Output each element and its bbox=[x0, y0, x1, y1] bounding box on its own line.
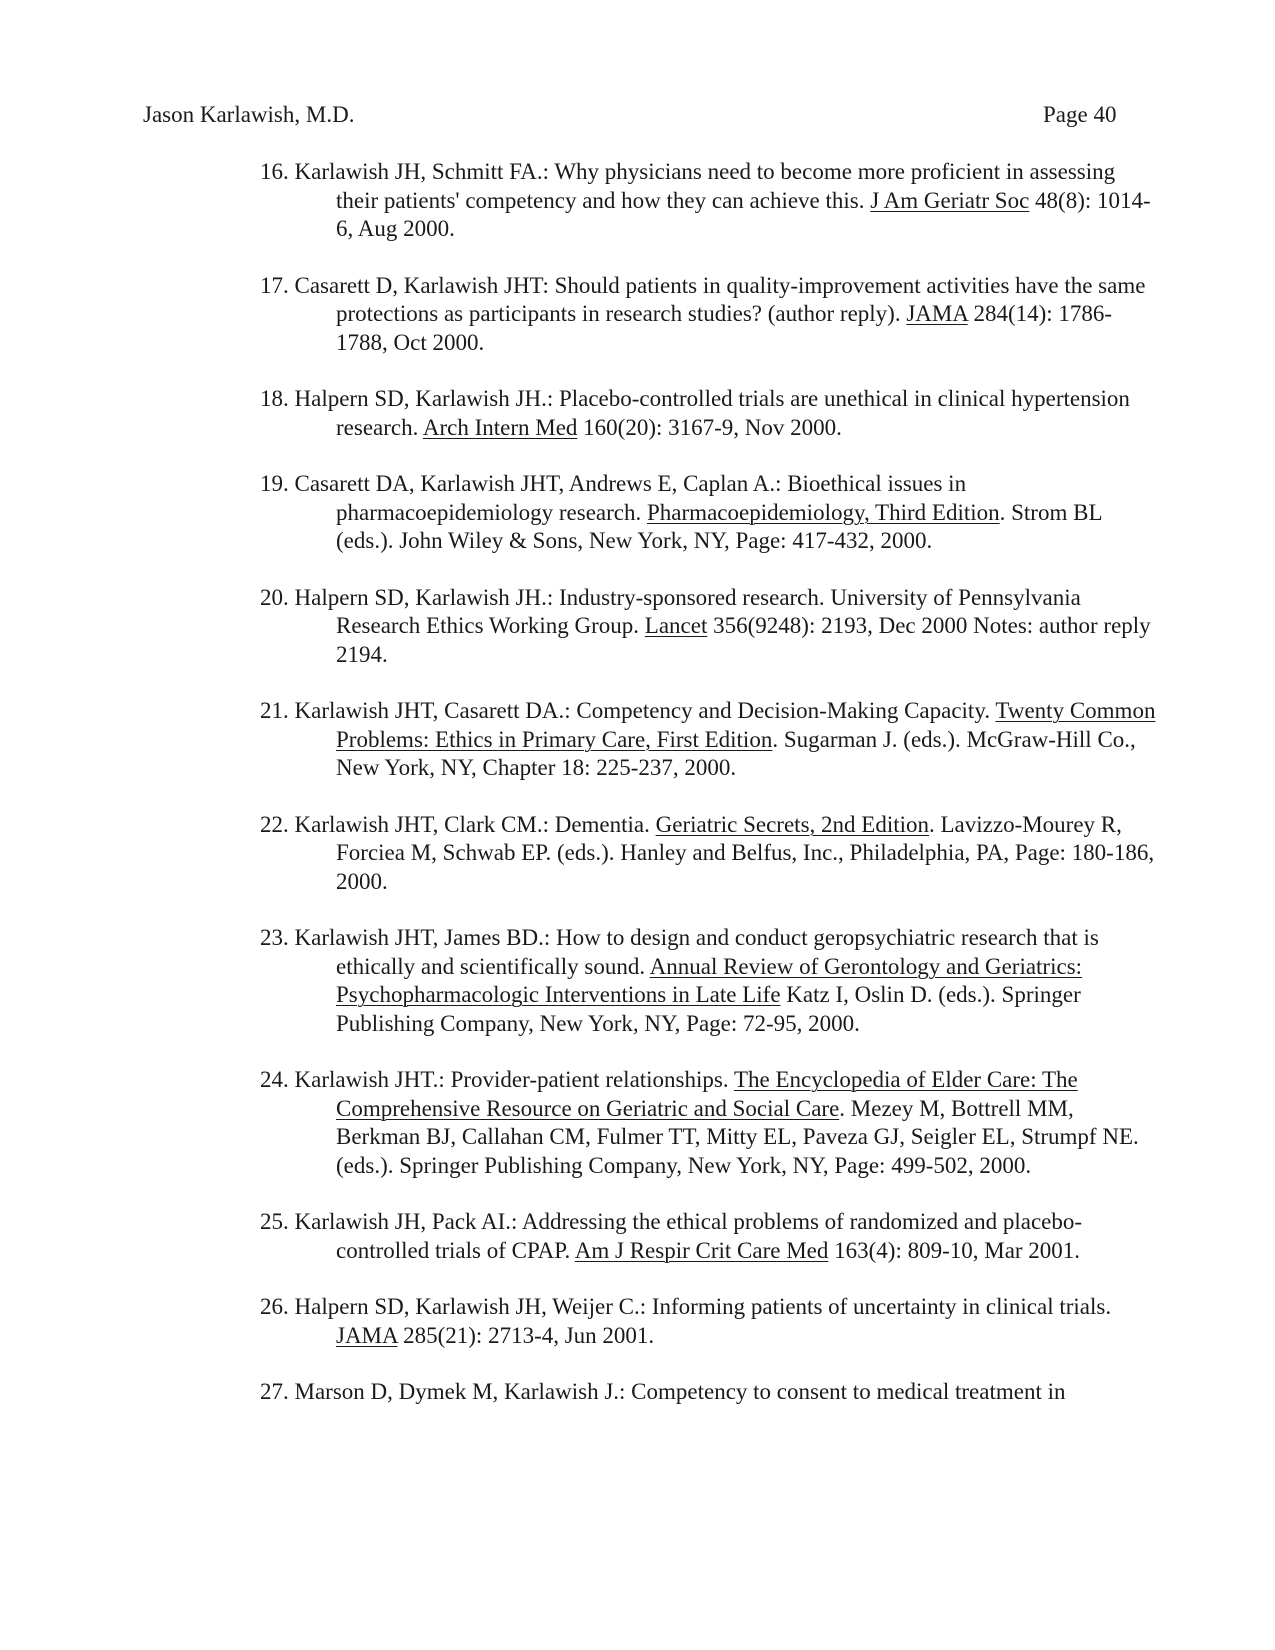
reference-number: 25. bbox=[260, 1209, 289, 1234]
reference-number: 22. bbox=[260, 811, 289, 837]
reference-item bbox=[260, 1293, 1160, 1350]
reference-details: . Strom BL (eds.). John Wiley & Sons, New York, NY, Page: 417-432, 2000. bbox=[336, 499, 1102, 553]
reference-text: Karlawish JHT.: Provider-patient relationships. bbox=[294, 1067, 729, 1092]
reference-details: 163(4): 809-10, Mar 2001. bbox=[834, 1237, 1081, 1263]
reference-text: Halpern SD, Karlawish JH, Weijer C.: Informing patients of uncertainty in clinical trials. bbox=[294, 1294, 1112, 1319]
reference-details: 285(21): 2713-4, Jun 2001. bbox=[403, 1322, 655, 1348]
reference-journal: The Encyclopedia of Elder Care: The Comprehensive Resource on Geriatric and Social Care bbox=[336, 1067, 1078, 1121]
author-name: Jason Karlawish, M.D. bbox=[143, 102, 355, 127]
reference-details: . Mezey M, Bottrell MM, Berkman BJ, Callahan CM, Fulmer TT, Mitty EL, Paveza GJ, Seigler EL, Strumpf NE. (eds.). Springer Publishing Company, New York, NY, Page: 499-502, 2000. bbox=[336, 1095, 1139, 1178]
reference-text: Karlawish JH, Schmitt FA.: Why physicians need to become more proficient in assessing their patients' competency and how they can achieve this. bbox=[294, 159, 1116, 213]
reference-journal: Pharmacoepidemiology, Third Edition bbox=[647, 499, 1000, 525]
reference-text: Casarett D, Karlawish JHT: Should patients in quality-improvement activities have the same protections as participants in research studies? (author reply). bbox=[294, 272, 1146, 326]
reference-number: 16. bbox=[260, 159, 289, 184]
reference-number: 23. bbox=[260, 925, 289, 950]
reference-journal: Geriatric Secrets, 2nd Edition bbox=[655, 811, 929, 837]
reference-details: 48(8): 1014-6, Aug 2000. bbox=[336, 187, 1151, 241]
reference-item bbox=[260, 584, 1160, 670]
page-number: Page 40 bbox=[1043, 102, 1117, 127]
reference-details: Katz I, Oslin D. (eds.). Springer Publishing Company, New York, NY, Page: 72-95, 2000. bbox=[336, 982, 1081, 1036]
reference-text: Marson D, Dymek M, Karlawish J.: Competency to consent to medical treatment in bbox=[294, 1379, 1066, 1404]
reference-journal: Am J Respir Crit Care Med bbox=[574, 1237, 829, 1263]
reference-details: 356(9248): 2193, Dec 2000 Notes: author reply 2194. bbox=[336, 613, 1151, 667]
reference-item bbox=[260, 811, 1160, 897]
reference-text: Karlawish JH, Pack AI.: Addressing the ethical problems of randomized and placebo-controlled trials of CPAP. bbox=[294, 1209, 1083, 1263]
reference-number: 24. bbox=[260, 1067, 289, 1092]
reference-text: Halpern SD, Karlawish JH.: Placebo-controlled trials are unethical in clinical hypertension research. bbox=[294, 386, 1130, 440]
reference-journal: J Am Geriatr Soc bbox=[870, 187, 1030, 213]
reference-item bbox=[260, 1378, 1160, 1407]
reference-number: 27. bbox=[260, 1379, 289, 1404]
reference-number: 18. bbox=[260, 386, 289, 411]
reference-details: 284(14): 1786-1788, Oct 2000. bbox=[336, 301, 1113, 355]
reference-number: 19. bbox=[260, 471, 289, 496]
reference-details: . Lavizzo-Mourey R, Forciea M, Schwab EP. (eds.). Hanley and Belfus, Inc., Philadelphia, PA, Page: 180-186, 2000. bbox=[336, 811, 1155, 894]
reference-journal: JAMA bbox=[336, 1322, 398, 1348]
reference-item bbox=[260, 697, 1160, 783]
reference-number: 26. bbox=[260, 1294, 289, 1319]
reference-journal: JAMA bbox=[906, 301, 968, 326]
reference-item bbox=[260, 1066, 1160, 1180]
reference-number: 21. bbox=[260, 698, 289, 723]
reference-journal: Lancet bbox=[644, 613, 708, 638]
reference-item bbox=[260, 1208, 1160, 1265]
reference-details: 160(20): 3167-9, Nov 2000. bbox=[583, 414, 842, 440]
reference-journal: Annual Review of Gerontology and Geriatrics: Psychopharmacologic Interventions in Late Life bbox=[336, 953, 1083, 1007]
reference-text: Halpern SD, Karlawish JH.: Industry-sponsored research. University of Pennsylvania Research Ethics Working Group. bbox=[294, 584, 1081, 638]
reference-item bbox=[260, 924, 1160, 1038]
reference-list bbox=[260, 158, 1160, 1435]
reference-number: 17. bbox=[260, 272, 289, 298]
reference-text: Karlawish JHT, Casarett DA.: Competency and Decision-Making Capacity. bbox=[294, 698, 991, 723]
reference-item bbox=[260, 385, 1160, 442]
reference-item bbox=[260, 158, 1160, 244]
reference-journal: Arch Intern Med bbox=[422, 414, 578, 440]
reference-journal: Twenty Common Problems: Ethics in Primary Care, First Edition bbox=[336, 698, 1156, 752]
reference-item bbox=[260, 272, 1160, 358]
reference-text: Casarett DA, Karlawish JHT, Andrews E, Caplan A.: Bioethical issues in pharmacoepidemiology research. bbox=[294, 471, 967, 525]
reference-item bbox=[260, 470, 1160, 556]
reference-details: . Sugarman J. (eds.). McGraw-Hill Co., New York, NY, Chapter 18: 225-237, 2000. bbox=[336, 726, 1136, 780]
reference-text: Karlawish JHT, Clark CM.: Dementia. bbox=[294, 811, 650, 837]
reference-text: Karlawish JHT, James BD.: How to design and conduct geropsychiatric research that is ethically and scientifically sound. bbox=[294, 925, 1099, 979]
reference-number: 20. bbox=[260, 584, 289, 610]
